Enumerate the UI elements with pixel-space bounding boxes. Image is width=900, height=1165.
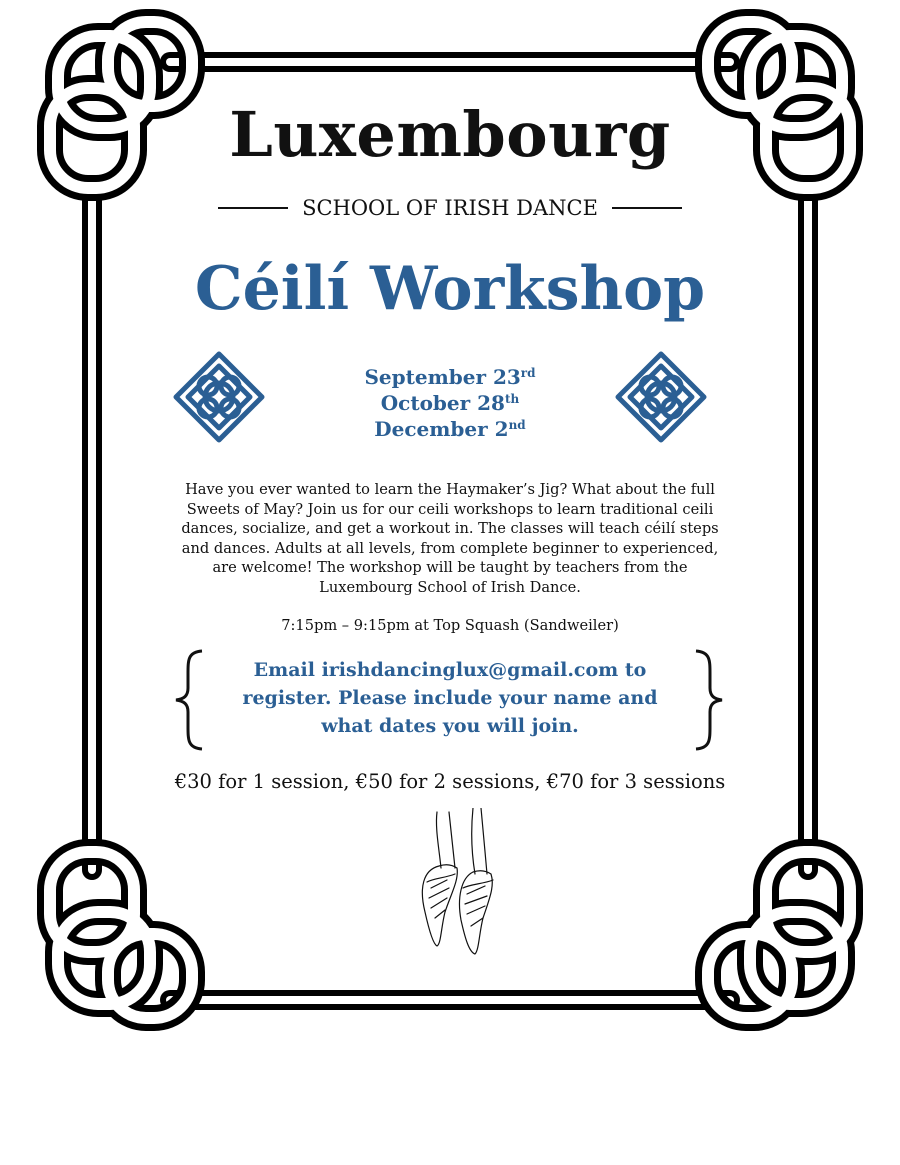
time-location: 7:15pm – 9:15pm at Top Squash (Sandweiler) <box>281 617 619 634</box>
registration-line: what dates you will join. <box>321 715 579 737</box>
date-item: October 28th <box>380 391 520 415</box>
left-brace-icon <box>172 648 206 752</box>
date-item: September 23rd <box>364 365 536 389</box>
registration-info <box>212 656 688 740</box>
pricing: €30 for 1 session, €50 for 2 sessions, €70 for 3 sessions <box>174 770 726 793</box>
school-name: Luxembourg <box>229 98 671 171</box>
event-description: Have you ever wanted to learn the Haymaker’s Jig? What about the full Sweets of May? Join us for our ceili workshops to learn traditional ceili dances, socialize, and get a workout in. The classes will teach céilí steps and dances. Adults at all levels, from complete beginner to experienced, are welcome! The workshop will be taught by teachers from the Luxembourg School of Irish Dance. <box>181 481 719 596</box>
date-item: December 2nd <box>374 417 526 441</box>
right-brace-icon <box>692 648 726 752</box>
event-title: Céilí Workshop <box>194 254 706 324</box>
school-subtitle: SCHOOL OF IRISH DANCE <box>302 196 598 220</box>
divider-right <box>612 207 682 209</box>
divider-left <box>218 207 288 209</box>
subtitle-row <box>180 196 720 220</box>
registration-line: Email irishdancinglux@gmail.com to <box>253 659 647 681</box>
celtic-knot-icon <box>172 350 266 444</box>
ghillie-shoes <box>405 808 505 958</box>
event-dates <box>300 364 600 442</box>
celtic-knot-icon <box>614 350 708 444</box>
registration-line: register. Please include your name and <box>242 687 658 709</box>
